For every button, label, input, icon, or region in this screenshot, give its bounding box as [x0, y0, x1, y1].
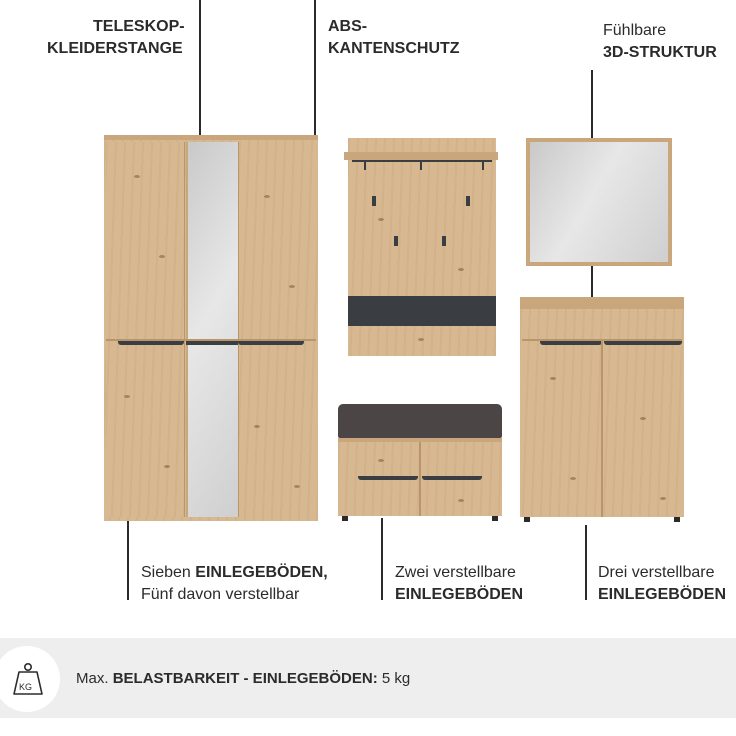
bench-pointer-line — [381, 518, 383, 600]
cabinet-top — [520, 297, 684, 309]
coat-panel-rail-bracket-1 — [364, 160, 366, 170]
structure-label-line1: Fühlbare — [603, 22, 667, 39]
wardrobe-left-door — [106, 142, 185, 517]
max-load-text — [76, 668, 410, 690]
cabinet-handle-left — [540, 341, 602, 345]
shoe-bench-foot — [492, 516, 498, 521]
wardrobe-shelves-bold: EINLEGEBÖDEN, — [195, 564, 328, 581]
wardrobe-right-door — [238, 142, 317, 517]
wardrobe-handle-right — [238, 341, 304, 345]
coat-panel-rail-bracket-2 — [420, 160, 422, 170]
shoe-bench-center-split — [419, 442, 421, 516]
cabinet-handle-right — [604, 341, 682, 345]
wardrobe-handle-center — [186, 341, 238, 345]
telescope-label-line1: TELESKOP- — [93, 18, 185, 35]
coat-panel-dark-band — [348, 296, 496, 326]
structure-label-line2: 3D-STRUKTUR — [603, 44, 717, 61]
weight-badge — [0, 646, 60, 712]
shoe-bench-handle-right — [422, 476, 482, 480]
wardrobe-handle-left — [118, 341, 184, 345]
shoe-bench — [338, 404, 502, 522]
abs-pointer-line — [314, 0, 316, 140]
telescope-label-line2: KLEIDERSTANGE — [47, 40, 183, 57]
bench-shelves-label-line1: Zwei verstellbare — [395, 564, 516, 581]
shoe-bench-cushion — [338, 404, 502, 438]
coat-hook-icon — [442, 236, 446, 246]
cabinet-door-split — [601, 341, 603, 517]
abs-label-line1: ABS- — [328, 18, 368, 35]
cabinet-shelves-label-line1: Drei verstellbare — [598, 564, 715, 581]
max-load-bold: BELASTBARKEIT - EINLEGEBÖDEN: — [112, 670, 378, 687]
wardrobe-shelves-label-line1 — [141, 562, 328, 584]
shoe-bench-foot — [342, 516, 348, 521]
wardrobe-mirror-door — [186, 142, 240, 517]
coat-panel-rail — [352, 160, 492, 162]
footer-bar — [0, 638, 736, 718]
wardrobe-shelves-label-line2: Fünf davon verstellbar — [141, 586, 300, 603]
max-load-value: 5 kg — [377, 670, 411, 687]
coat-panel — [348, 138, 496, 356]
coat-panel-shelf — [344, 152, 498, 160]
cabinet-foot — [674, 517, 680, 522]
cabinet-pointer-line — [585, 525, 587, 600]
bench-shelves-label-line2: EINLEGEBÖDEN — [395, 586, 524, 603]
max-load-prefix: Max. — [76, 670, 113, 687]
cabinet-foot — [524, 517, 530, 522]
cabinet — [520, 297, 684, 521]
cabinet-shelves-label-line2: EINLEGEBÖDEN — [598, 586, 727, 603]
abs-label-line2: KANTENSCHUTZ — [328, 40, 460, 57]
coat-hook-icon — [372, 196, 376, 206]
coat-panel-rail-bracket-3 — [482, 160, 484, 170]
coat-hook-icon — [394, 236, 398, 246]
wall-mirror-glass — [530, 142, 668, 262]
wardrobe — [104, 135, 318, 521]
weight-icon-label: KG — [19, 682, 33, 692]
wardrobe-shelves-prefix: Sieben — [141, 564, 196, 581]
coat-hook-icon — [466, 196, 470, 206]
shoe-bench-handle-left — [358, 476, 418, 480]
wall-mirror — [526, 138, 672, 266]
